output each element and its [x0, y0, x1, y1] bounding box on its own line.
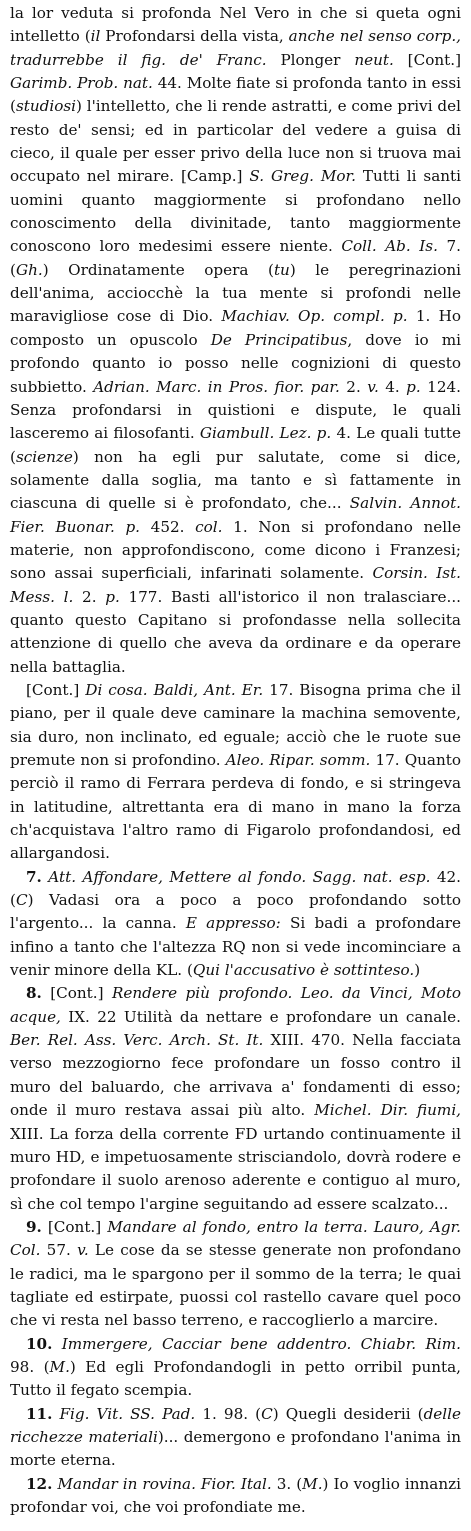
italic-text: Mandar in rovina. Fior. Ital.	[57, 1474, 272, 1493]
body-text: 98. (	[10, 1357, 50, 1376]
italic-text: col.	[195, 517, 223, 536]
italic-text: tu	[273, 260, 290, 279]
entry-paragraph	[10, 982, 461, 1215]
italic-text: scienze	[15, 447, 73, 466]
italic-text: S. Greg. Mor.	[249, 167, 356, 186]
entry-paragraph	[10, 1473, 461, 1520]
italic-text: Aleo. Ripar. somm.	[225, 751, 371, 769]
entry-paragraph	[10, 2, 461, 679]
body-text: 4.	[378, 377, 407, 396]
italic-text: Adrian. Marc. in Pros. fior. par.	[93, 377, 340, 396]
italic-text: v.	[77, 1241, 89, 1260]
entry-paragraph	[10, 1333, 461, 1403]
body-text: Plonger	[266, 50, 355, 69]
italic-text: Rendere più profondo. Leo. da Vinci, Moto acque,	[10, 984, 462, 1026]
body-text: ) Ed egli Profondandogli in petto orribil punta, Tutto il fegato scempia.	[10, 1357, 461, 1400]
italic-text: Garimb. Prob. nat.	[10, 74, 153, 93]
body-text: 177. Basti all'istorico il non tralasciare... quanto questo Capitano si profondasse nella sollecita attenzione di quello che aveva da ordinare e da operare nella battaglia.	[10, 587, 462, 676]
italic-text: Corsin. Ist. Mess. l.	[10, 564, 462, 606]
body-text: ) l'intelletto, che li rende astratti, e come privi del resto de' sensi; ed in particolar del vedere a guisa di cieco, il quale per esser privo della luce non si truova mai occupato nel mirare. [Camp.]	[10, 97, 461, 186]
body-text: Le cose da se stesse generate non profondano le radici, ma le spargono per il sommo de la terra; le quai tagliate ed estirpate, puossi col rastello cavare quel poco che vi resta nel basso terreno, e raccoglierlo a marcire.	[10, 1241, 461, 1330]
sense-number: 9.	[25, 1217, 42, 1236]
body-text: 7. (	[10, 237, 461, 279]
italic-text: p.	[406, 377, 421, 396]
body-text: ) Io voglio innanzi profondar voi, che voi profondiate me.	[10, 1474, 461, 1516]
italic-text: p.	[105, 587, 120, 606]
entry-text	[10, 2, 461, 1519]
italic-text: il	[90, 27, 101, 46]
sense-number: 8.	[25, 984, 42, 1003]
body-text: 44. Molte fiate si profonda tanto in essi (	[10, 74, 461, 116]
entry-paragraph	[10, 679, 461, 866]
italic-text: Di cosa. Baldi, Ant. Er.	[85, 680, 264, 699]
body-text: 452.	[140, 517, 196, 536]
body-text: Profondarsi della vista,	[100, 27, 289, 46]
italic-text: Gh.	[15, 260, 43, 279]
body-text: )	[414, 961, 421, 980]
body-text: IX. 22 Utilità da nettare e profondare un canale.	[60, 1007, 461, 1026]
body-text: )... demergono e profondano l'anima in morte eterna.	[10, 1427, 461, 1470]
body-text: Si badi a profondare infino a tanto che l'altezza RQ non si vede incominciare a venir minore della KL. (	[10, 914, 462, 980]
body-text: [Cont.]	[25, 680, 86, 699]
italic-text: Salvin. Annot. Fier. Buonar. p.	[10, 494, 461, 536]
italic-text: M.	[49, 1357, 70, 1376]
italic-text: Coll. Ab. Is.	[341, 237, 438, 256]
body-text	[52, 1335, 61, 1353]
body-text: ) Quegli desiderii (	[272, 1404, 424, 1423]
italic-text: Att. Affondare, Mettere al fondo. Sagg. nat. esp.	[48, 867, 431, 886]
sense-number: 10.	[25, 1334, 53, 1353]
italic-text: C	[261, 1404, 273, 1423]
body-text: , dove io mi profondo quanto io posso nelle cognizioni di questo subbietto.	[10, 330, 461, 396]
body-text: ) le peregrinazioni dell'anima, acciocchè la tua mente si profondi nelle maravigliose cose di Dio.	[10, 260, 461, 326]
sense-number: 7.	[25, 867, 42, 886]
italic-text: delle ricchezze materiali	[10, 1404, 461, 1446]
italic-text: Machiav. Op. compl. p.	[221, 307, 408, 326]
body-text	[52, 1405, 59, 1423]
body-text: XIII. 470. Nella facciata verso mezzogiorno fece profondare un fosso contro il muro del baluardo, che arrivava a' fondamenti di esso; onde il muro restava assai più alto.	[10, 1031, 461, 1120]
body-text: 1. Ho composto un opuscolo	[10, 307, 461, 349]
italic-text: C	[15, 891, 28, 910]
body-text: 42. (	[10, 867, 462, 910]
italic-text: De Principatibus	[210, 330, 348, 349]
body-text: Tutti li santi uomini quanto maggiormente si profondano nello conoscimento della divinitade, tanto maggiormente conoscono loro medesimi essere niente.	[10, 167, 462, 256]
entry-paragraph	[10, 1216, 461, 1333]
italic-text: v.	[367, 377, 379, 396]
italic-text: Qui l'accusativo è sottinteso.	[192, 961, 415, 980]
italic-text: Ber. Rel. Ass. Verc. Arch. St. It.	[10, 1031, 264, 1050]
body-text: 1. Non si profondano nelle materie, non approfondiscono, come dicono i Franzesi; sono assai superficiali, infarinati solamente.	[10, 517, 461, 583]
italic-text: Giambull. Lez. p.	[199, 424, 332, 443]
body-text: ) Vadasi ora a poco a poco profondando sotto l'argento... la canna.	[10, 891, 461, 933]
sense-number: 12.	[25, 1474, 53, 1493]
body-text: 3. (	[271, 1474, 303, 1493]
body-text: [Cont.]	[41, 1217, 108, 1236]
body-text: 57.	[40, 1241, 78, 1260]
sense-number: 11.	[25, 1404, 53, 1423]
body-text: 124. Senza profondarsi in quistioni e dispute, le quali lasceremo ai filosofanti.	[10, 377, 461, 443]
body-text: 2.	[73, 587, 106, 606]
italic-text: Mandare al fondo, entro la terra. Lauro, Agr. Col.	[10, 1217, 461, 1260]
body-text: [Cont.]	[393, 50, 461, 69]
body-text: 2.	[339, 377, 368, 396]
body-text: 17. Quanto perciò il ramo di Ferrara perdeva di fondo, e si stringeva in latitudine, altrettanta era di mano in mano la forza ch'acquistava l'altro ramo di Figarolo profondandosi, ed allargandosi.	[10, 751, 462, 863]
entry-paragraph	[10, 866, 461, 983]
body-text: 17. Bisogna prima che il piano, per il quale deve caminare la machina semovente, sia duro, non inclinato, ed eguale; acciò che le ruote sue premute non si profondino.	[10, 680, 462, 769]
italic-text: anche nel senso corp., tradurrebbe il fig. de' Franc.	[10, 27, 461, 69]
entry-paragraph	[10, 1403, 461, 1473]
body-text: [Cont.]	[41, 984, 112, 1003]
italic-text: Immergere, Cacciar bene addentro. Chiabr. Rim.	[61, 1334, 462, 1353]
body-text: XIII. La forza della corrente FD urtando continuamente il muro HD, e impetuosamente strisciandolo, dovrà rodere e profondare il suolo arenoso aderente e contiguo al muro, sì che col tempo l'argine seguitando ad essere scalzato...	[10, 1124, 461, 1213]
body-text: ) Ordinatamente opera (	[42, 260, 274, 279]
italic-text: M.	[302, 1474, 323, 1493]
body-text: 1. 98. (	[195, 1404, 262, 1423]
italic-text: studiosi	[15, 97, 76, 116]
italic-text: neut.	[354, 50, 394, 69]
italic-text: Michel. Dir. fiumi,	[314, 1101, 461, 1120]
body-text: 4. Le quali tutte (	[10, 424, 461, 466]
italic-text: Fig. Vit. SS. Pad.	[59, 1404, 196, 1423]
italic-text: E appresso:	[185, 914, 281, 933]
body-text: la lor veduta si profonda Nel Vero in che si queta ogni intelletto (	[10, 4, 461, 46]
body-text: ) non ha egli pur salutate, come si dice, solamente dalla soglia, ma tanto e sì fattamente in ciascuna di quelle si è profondato, che...	[10, 447, 461, 513]
